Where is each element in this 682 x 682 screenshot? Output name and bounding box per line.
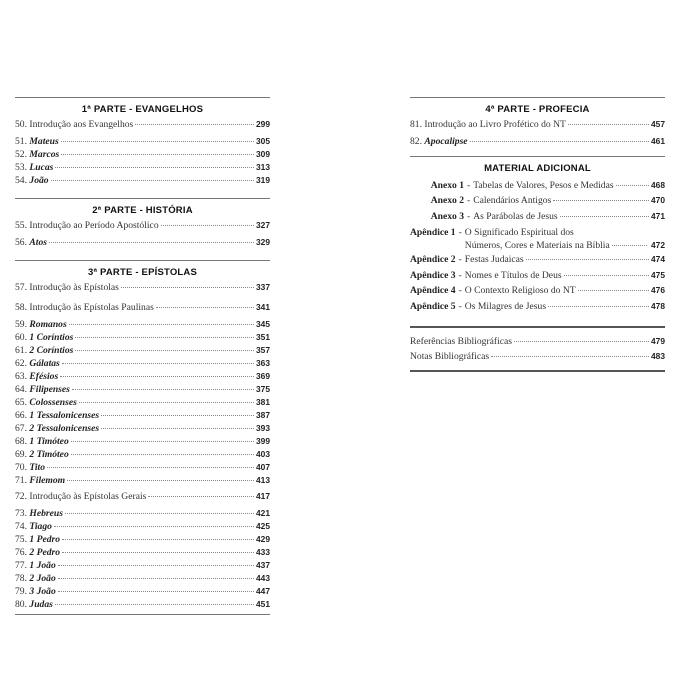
toc-entry-page: 337	[256, 282, 270, 292]
section-spacer	[15, 190, 270, 198]
toc-entry-label: 81. Introdução ao Livro Profético do NT	[410, 119, 566, 130]
dot-leader	[61, 146, 254, 155]
toc-entry-label: 59. Romanos	[15, 318, 67, 330]
dot-leader	[470, 133, 649, 142]
toc-entry-label: 52. Marcos	[15, 148, 60, 160]
reference-page: 479	[651, 336, 665, 346]
toc-entry-label: 77. 1 João	[15, 559, 56, 571]
appendix-page: 472	[651, 240, 665, 250]
toc-entry-page: 429	[256, 533, 270, 544]
dot-leader	[60, 368, 254, 377]
dot-leader	[71, 446, 254, 455]
toc-entry-page: 329	[256, 236, 270, 247]
toc-entry-page: 309	[256, 148, 270, 159]
toc-entry[interactable]	[15, 301, 270, 314]
dot-leader	[616, 177, 649, 186]
toc-entry-page: 447	[256, 585, 270, 596]
section-rule	[410, 370, 665, 372]
toc-entry-label: 50. Introdução aos Evangelhos	[15, 119, 134, 130]
section-spacer	[410, 314, 665, 326]
dot-leader	[564, 267, 649, 276]
toc-entry[interactable]	[15, 174, 270, 187]
toc-entry-label: 78. 2 João	[15, 572, 56, 584]
toc-entry-page: 305	[256, 135, 270, 146]
appendix-entry[interactable]	[410, 252, 665, 268]
toc-entry-page: 341	[256, 302, 270, 312]
toc-entry-page: 327	[256, 220, 270, 230]
toc-entry-title: Efésios	[29, 370, 59, 382]
appendix-label: Apêndice 3	[410, 269, 456, 281]
dot-leader	[156, 299, 254, 308]
separator: -	[458, 300, 462, 312]
toc-entry-label: 51. Mateus	[15, 135, 59, 147]
dot-leader	[161, 217, 254, 226]
appendix-entry[interactable]	[410, 227, 665, 252]
toc-entry-title: 1 Coríntios	[29, 331, 74, 343]
dot-leader	[54, 518, 254, 527]
toc-entry-title: Filipenses	[29, 383, 70, 395]
appendix-label: Apêndice 2	[410, 254, 456, 265]
annex-title: Tabelas de Valores, Pesos e Medidas	[473, 179, 614, 191]
toc-entry-label: 80. Judas	[15, 598, 53, 610]
appendix-title: Nomes e Títulos de Deus	[464, 269, 562, 281]
appendix-page: 478	[651, 300, 665, 311]
toc-entry-page: 363	[256, 357, 270, 368]
dot-leader	[47, 459, 254, 468]
toc-entry[interactable]	[15, 474, 270, 487]
toc-entry-title: 2 Coríntios	[29, 344, 74, 356]
dot-leader	[51, 172, 254, 181]
toc-entry-title: Marcos	[29, 148, 60, 160]
appendix-title: Os Milagres de Jesus	[464, 300, 547, 312]
toc-entry-page: 413	[256, 474, 270, 485]
section-rule	[15, 614, 270, 615]
appendix-label: Apêndice 1	[410, 227, 456, 238]
appendix-page: 474	[651, 254, 665, 264]
toc-entry-page: 461	[651, 135, 665, 146]
dot-leader	[514, 333, 649, 342]
toc-entry-label: 60. 1 Coríntios	[15, 331, 74, 343]
appendix-label: Apêndice 4	[410, 285, 456, 296]
toc-entry-page: 451	[256, 598, 270, 609]
toc-entry-page: 421	[256, 507, 270, 518]
toc-entry-label: 69. 2 Timóteo	[15, 448, 69, 460]
toc-entry[interactable]	[15, 281, 270, 294]
toc-left-column	[15, 97, 270, 615]
dot-leader	[578, 282, 649, 291]
toc-entry-label: 56. Atos	[15, 236, 47, 248]
section-title: 2ª PARTE - HISTÓRIA	[92, 205, 193, 216]
section-title: 4ª PARTE - PROFECIA	[485, 104, 590, 115]
section-spacer	[410, 148, 665, 156]
toc-entry-title: Apocalipse	[424, 135, 468, 147]
toc-entry[interactable]	[15, 236, 270, 249]
toc-entry-title: Filemom	[29, 474, 66, 486]
toc-entry-title: 1 Pedro	[29, 533, 61, 545]
appendix-entry[interactable]	[410, 283, 665, 299]
toc-entry[interactable]	[15, 219, 270, 232]
toc-entry-label: 74. Tiago	[15, 520, 52, 532]
toc-entry-title: Tiago	[29, 520, 52, 532]
dot-leader	[526, 251, 649, 260]
dot-leader	[65, 505, 254, 514]
toc-entry-page: 313	[256, 161, 270, 172]
separator: -	[458, 269, 462, 281]
dot-leader	[67, 472, 254, 481]
toc-entry-title: 2 Timóteo	[29, 448, 69, 460]
toc-entry-page: 393	[256, 422, 270, 433]
dot-leader	[553, 192, 649, 201]
annex-entry[interactable]	[410, 193, 665, 209]
toc-entry-label: 53. Lucas	[15, 161, 54, 173]
dot-leader	[49, 234, 254, 243]
toc-entry-title: Mateus	[29, 135, 59, 147]
toc-entry-page: 457	[651, 119, 665, 129]
toc-entry-title: Colossenses	[29, 396, 77, 408]
dot-leader	[58, 570, 254, 579]
toc-entry-label: 64. Filipenses	[15, 383, 70, 395]
toc-entry-page: 417	[256, 491, 270, 501]
section-title: 3ª PARTE - EPÍSTOLAS	[87, 267, 198, 278]
toc-entry-label: 57. Introdução às Epístolas	[15, 282, 119, 293]
dot-leader	[135, 116, 254, 125]
toc-entry-title: 2 Tessalonicenses	[29, 422, 100, 434]
separator: -	[467, 179, 471, 191]
toc-entry-title: Tito	[29, 461, 46, 473]
toc-entry-page: 381	[256, 396, 270, 407]
toc-entry-title: Atos	[29, 236, 47, 248]
toc-entry-page: 375	[256, 383, 270, 394]
annex-title: Calendários Antigos	[473, 195, 552, 206]
toc-entry[interactable]	[15, 118, 270, 131]
toc-entry-page: 399	[256, 435, 270, 446]
toc-entry-page: 425	[256, 520, 270, 531]
toc-entry-label: 79. 3 João	[15, 585, 56, 597]
appendix-page: 476	[651, 285, 665, 295]
toc-entry-label: 73. Hebreus	[15, 507, 63, 519]
toc-entry-title: 1 João	[29, 559, 56, 571]
dot-leader	[71, 433, 254, 442]
toc-entry-page: 407	[256, 461, 270, 472]
appendix-entry[interactable]	[410, 299, 665, 315]
toc-entry-label: 62. Gálatas	[15, 357, 60, 369]
dot-leader	[75, 329, 254, 338]
appendix-label: Apêndice 5	[410, 300, 456, 312]
toc-entry-page: 369	[256, 370, 270, 381]
toc-entry-label: 75. 1 Pedro	[15, 533, 61, 545]
reference-title: Referências Bibliográficas	[410, 336, 513, 347]
toc-entry-label: 55. Introdução ao Período Apostólico	[15, 220, 159, 231]
appendix-entry[interactable]	[410, 268, 665, 284]
separator: -	[458, 254, 462, 265]
dot-leader	[58, 557, 254, 566]
annex-label: Anexo 3	[430, 210, 464, 222]
separator: -	[467, 195, 471, 206]
appendix-title-line1: O Significado Espiritual dos	[464, 227, 574, 238]
toc-entry-title: 2 João	[29, 572, 56, 584]
annex-page: 471	[651, 210, 665, 221]
toc-entry-page: 403	[256, 448, 270, 459]
toc-entry-label: 61. 2 Coríntios	[15, 344, 74, 356]
dot-leader	[62, 355, 254, 364]
annex-title: As Parábolas de Jesus	[473, 210, 558, 222]
dot-leader	[55, 159, 254, 168]
toc-entry-label: 82. Apocalipse	[410, 135, 468, 147]
section-spacer	[15, 252, 270, 260]
appendix-title: Festas Judaicas	[464, 254, 524, 265]
toc-entry-page: 319	[256, 174, 270, 185]
toc-entry-page: 443	[256, 572, 270, 583]
toc-entry-title: Hebreus	[29, 507, 63, 519]
section-title: MATERIAL ADICIONAL	[484, 162, 591, 174]
toc-entry-title: Gálatas	[29, 357, 60, 369]
toc-entry-label: 54. João	[15, 174, 49, 186]
toc-entry-page: 299	[256, 119, 270, 129]
toc-entry-label: 68. 1 Timóteo	[15, 435, 69, 447]
dot-leader	[548, 298, 649, 307]
dot-leader	[61, 133, 254, 142]
toc-entry-title: 1 Timóteo	[29, 435, 69, 447]
appendix-title-text: Números, Cores e Materiais na Bíblia	[464, 240, 610, 251]
toc-entry-title: João	[29, 174, 49, 186]
section-title: 1ª PARTE - EVANGELHOS	[81, 104, 204, 115]
dot-leader	[62, 544, 254, 553]
toc-entry-page: 351	[256, 331, 270, 342]
toc-entry-title: Lucas	[29, 161, 54, 173]
toc-entry-label: 66. 1 Tessalonicenses	[15, 409, 100, 421]
toc-entry-title: 1 Tessalonicenses	[29, 409, 100, 421]
toc-entry-label: 71. Filemom	[15, 474, 66, 486]
dot-leader	[75, 342, 254, 351]
toc-entry-page: 437	[256, 559, 270, 570]
dot-leader	[72, 381, 254, 390]
annex-entry[interactable]	[410, 209, 665, 225]
dot-leader	[62, 531, 254, 540]
toc-entry-label: 65. Colossenses	[15, 396, 77, 408]
toc-entry[interactable]	[15, 490, 270, 503]
annex-entry[interactable]	[410, 178, 665, 194]
toc-entry-page: 345	[256, 318, 270, 329]
reference-title: Notas Bibliográficas	[410, 351, 490, 362]
toc-entry-label: 67. 2 Tessalonicenses	[15, 422, 100, 434]
dot-leader	[491, 348, 649, 357]
dot-leader	[121, 279, 254, 288]
separator: -	[458, 227, 462, 238]
toc-entry[interactable]	[410, 118, 665, 131]
appendix-body	[465, 227, 665, 252]
dot-leader	[612, 237, 647, 246]
toc-entry-title: Judas	[29, 598, 53, 610]
toc-entry[interactable]	[410, 135, 665, 148]
separator: -	[467, 210, 471, 222]
toc-entry-label: 58. Introdução às Epístolas Paulinas	[15, 302, 154, 313]
separator: -	[458, 285, 462, 296]
reference-page: 483	[651, 351, 665, 361]
dot-leader	[101, 420, 254, 429]
toc-entry-label: 72. Introdução às Epístolas Gerais	[15, 491, 147, 502]
toc-entry-title: 3 João	[29, 585, 56, 597]
toc-entry-title: 2 Pedro	[29, 546, 61, 558]
annex-page: 468	[651, 179, 665, 190]
annex-page: 470	[651, 195, 665, 205]
reference-entry[interactable]	[410, 334, 665, 349]
dot-leader	[69, 316, 254, 325]
toc-entry-label: 70. Tito	[15, 461, 46, 473]
dot-leader	[58, 583, 254, 592]
appendix-title: O Contexto Religioso do NT	[464, 285, 576, 296]
dot-leader	[560, 208, 649, 217]
toc-entry-title: Romanos	[29, 318, 67, 330]
dot-leader	[79, 394, 254, 403]
annex-label: Anexo 2	[430, 195, 464, 206]
dot-leader	[101, 407, 254, 416]
dot-leader	[568, 116, 649, 125]
reference-entry[interactable]	[410, 349, 665, 364]
toc-right-column	[410, 97, 665, 372]
toc-entry-label: 63. Efésios	[15, 370, 59, 382]
toc-entry[interactable]	[15, 598, 270, 611]
dot-leader	[148, 488, 254, 497]
annex-label: Anexo 1	[430, 179, 464, 191]
toc-entry-page: 433	[256, 546, 270, 557]
toc-entry-label: 76. 2 Pedro	[15, 546, 61, 558]
toc-entry-page: 387	[256, 409, 270, 420]
dot-leader	[55, 596, 254, 605]
toc-entry-page: 357	[256, 344, 270, 355]
appendix-page: 475	[651, 269, 665, 280]
